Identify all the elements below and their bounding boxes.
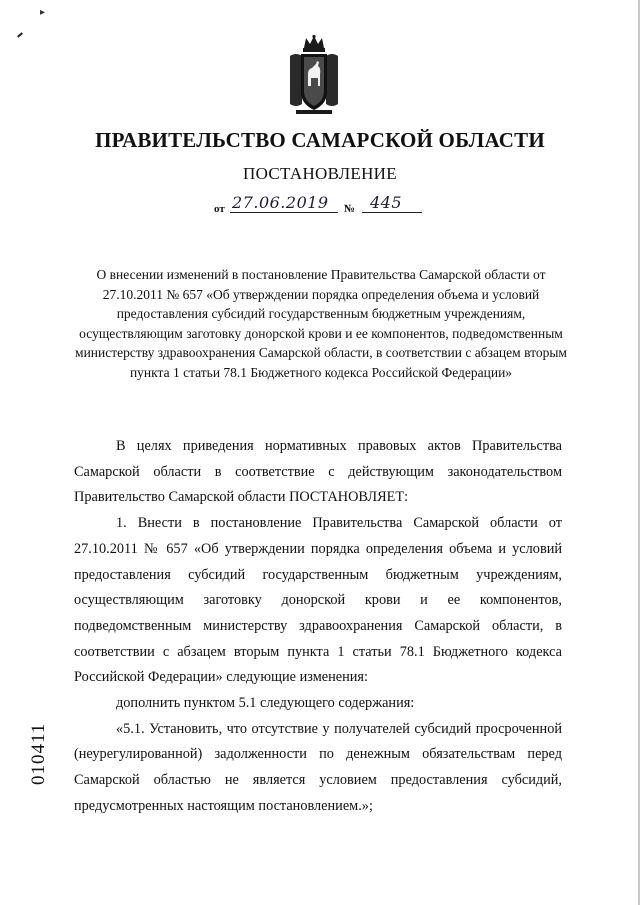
document-type: ПОСТАНОВЛЕНИЕ bbox=[243, 164, 397, 183]
scan-mark-tick bbox=[17, 32, 23, 37]
item-1-paragraph: 1. Внести в постановление Правительства Самарской области от 27.10.2011 № 657 «Об утверждении порядка определения объема и условий предоставления субсидий государственным бюджетным учреждениям, осуществляющим заготовку донорской крови и ее компонентов, подведомственным министерству здравоохранения Самарской области, в соответствии с абзацем вторым пункта 1 статьи 78.1 Бюджетного кодекса Российской Федерации» следующие изменения: bbox=[74, 515, 562, 686]
handwritten-number: 445 bbox=[370, 193, 403, 212]
document-body bbox=[74, 434, 562, 820]
handwritten-date: 27.06.2019 bbox=[232, 193, 329, 212]
supplement-paragraph: дополнить пунктом 5.1 следующего содержания: bbox=[116, 695, 415, 712]
samara-coat-of-arms-icon bbox=[286, 34, 342, 116]
side-serial-number: 010411 bbox=[28, 722, 49, 785]
number-prefix-label: № bbox=[344, 203, 356, 215]
date-number-line bbox=[214, 193, 434, 217]
number-underline bbox=[362, 212, 422, 213]
quoted-clause-paragraph: «5.1. Установить, что отсутствие у получателей субсидий просроченной (неурегулированной) задолженности по денежным обязательствам перед Самарской областью не является условием предоставления субсидий, предусмотренных настоящим постановлением.»; bbox=[74, 720, 562, 814]
date-underline bbox=[230, 212, 338, 213]
scan-mark-dot: ▸ bbox=[40, 7, 46, 18]
government-title: ПРАВИТЕЛЬСТВО САМАРСКОЙ ОБЛАСТИ bbox=[95, 128, 545, 152]
document-subject: О внесении изменений в постановление Правительства Самарской области от 27.10.2011 № 657 «Об утверждении порядка определения объема и условий предоставления субсидий государственным бюджетным учреждениям, осуществляющим заготовку донорской крови и ее компонентов, подведомственным министерству здравоохранения Самарской области, в соответствии с абзацем вторым пункта 1 статьи 78.1 Бюджетного кодекса Российской Федерации» bbox=[75, 267, 567, 380]
date-prefix-label: от bbox=[214, 203, 225, 215]
preamble-paragraph: В целях приведения нормативных правовых актов Правительства Самарской области в соответствие с действующим законодательством Правительство Самарской области ПОСТАНОВЛЯЕТ: bbox=[74, 438, 562, 506]
